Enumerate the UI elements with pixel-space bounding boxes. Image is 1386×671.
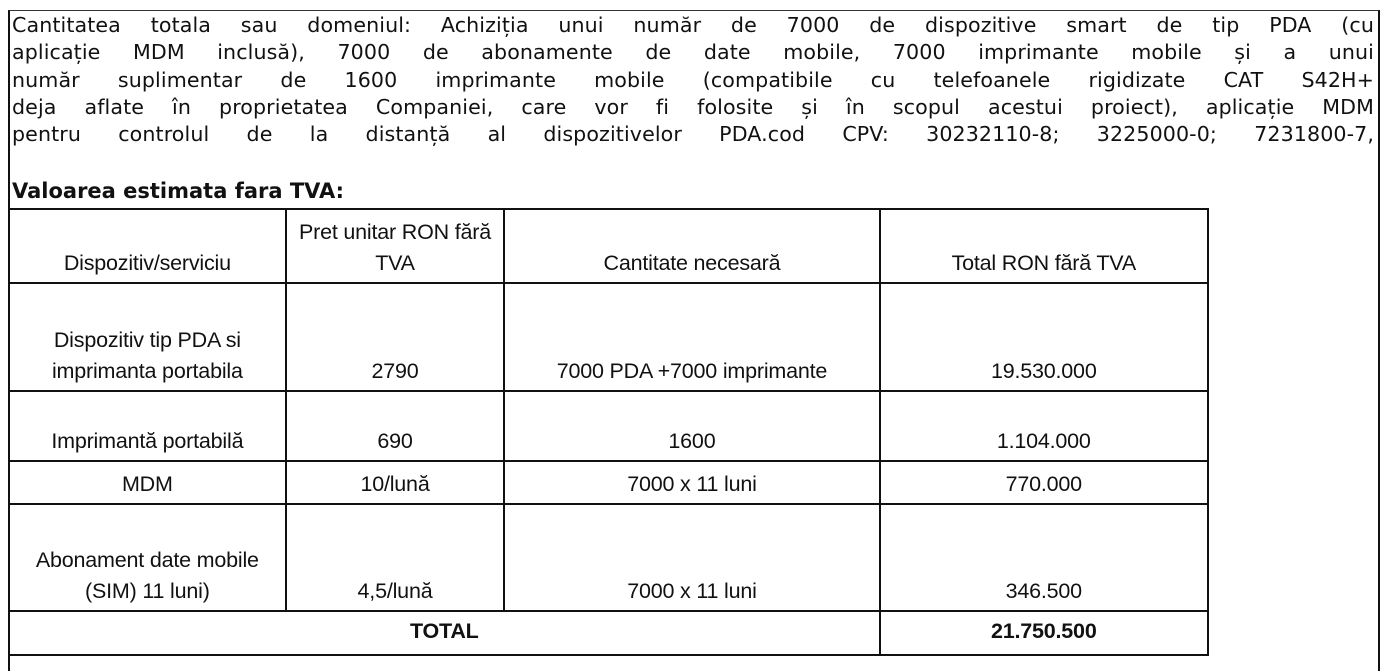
cell-unit-price: 2790 [286, 283, 505, 391]
total-value: 21.750.500 [880, 611, 1208, 655]
cell-item: Abonament date mobile (SIM) 11 luni) [9, 504, 286, 611]
cost-table [8, 208, 1209, 656]
cell-total: 346.500 [880, 504, 1208, 611]
cell-quantity: 1600 [504, 391, 879, 461]
cell-unit-price: 690 [286, 391, 505, 461]
table-row [9, 283, 1208, 391]
table-row [9, 504, 1208, 611]
cell-total: 19.530.000 [880, 283, 1208, 391]
paragraph-line: număr suplimentar de 1600 imprimante mobile (compatibile cu telefoanele rigidizate CAT S42H+ [12, 67, 1374, 92]
cell-item: Dispozitiv tip PDA si imprimanta portabila [9, 283, 286, 391]
table-header-row [9, 209, 1208, 283]
cell-quantity: 7000 x 11 luni [504, 504, 879, 611]
cell-quantity: 7000 PDA +7000 imprimante [504, 283, 879, 391]
header-total: Total RON fără TVA [880, 209, 1208, 283]
table-row [9, 391, 1208, 461]
paragraph-line: deja aflate în proprietatea Companiei, care vor fi folosite și în scopul acestui proiect), aplicație MDM [12, 94, 1374, 119]
paragraph-line: aplicație MDM inclusă), 7000 de abonamente de date mobile, 7000 imprimante mobile și a unui [12, 40, 1374, 65]
paragraph-line: Cantitatea totala sau domeniul: Achiziția unui număr de 7000 de dispozitive smart de tip PDA (cu [12, 13, 1374, 37]
cell-item: Imprimantă portabilă [9, 391, 286, 461]
table-total-row [9, 611, 1208, 655]
header-unit-price: Pret unitar RON fără TVA [286, 209, 505, 283]
paragraph-line: pentru controlul de la distanță al dispozitivelor PDA.cod CPV: 30232110-8; 3225000-0; 7231800-7, [12, 122, 1374, 147]
header-quantity: Cantitate necesară [504, 209, 879, 283]
estimated-value-heading: Valoarea estimata fara TVA: [12, 179, 345, 203]
scope-paragraph [12, 12, 1374, 148]
cell-quantity: 7000 x 11 luni [504, 461, 879, 504]
cell-total: 1.104.000 [880, 391, 1208, 461]
cell-item: MDM [9, 461, 286, 504]
cell-unit-price: 4,5/lună [286, 504, 505, 611]
cell-total: 770.000 [880, 461, 1208, 504]
cell-unit-price: 10/lună [286, 461, 505, 504]
header-item: Dispozitiv/serviciu [9, 209, 286, 283]
total-label: TOTAL [9, 611, 880, 655]
table-row [9, 461, 1208, 504]
